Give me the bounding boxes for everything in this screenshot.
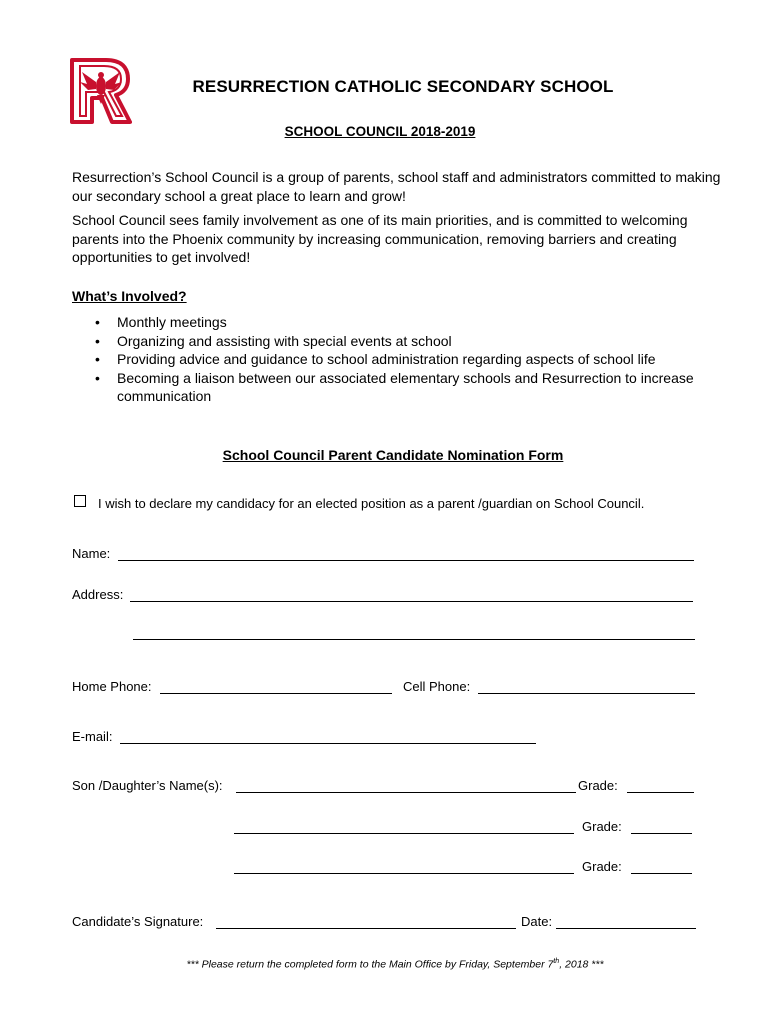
school-name-title: RESURRECTION CATHOLIC SECONDARY SCHOOL: [192, 77, 614, 96]
grade-label-3: Grade:: [582, 859, 622, 874]
home-phone-field[interactable]: [160, 693, 392, 694]
child-name-field-1[interactable]: [236, 792, 576, 793]
nomination-form-title: School Council Parent Candidate Nomination Form: [222, 447, 564, 463]
grade-label-1: Grade:: [578, 778, 618, 793]
grade-field-2[interactable]: [631, 833, 692, 834]
address-label: Address:: [72, 587, 124, 602]
child-name-field-2[interactable]: [234, 833, 574, 834]
intro-paragraph-2: School Council sees family involvement as one of its main priorities, and is committed to welcoming parents into the Phoenix community by increasing communication, removing barriers and creating opportunities to get involved!: [72, 212, 688, 265]
date-label: Date:: [521, 914, 553, 929]
intro-paragraph-1: Resurrection’s School Council is a group of parents, school staff and administrators committed to making our secondary school a great place to learn and grow!: [72, 169, 721, 204]
grade-label-2: Grade:: [582, 819, 622, 834]
address-field-line-2[interactable]: [133, 639, 695, 640]
email-field[interactable]: [120, 743, 536, 744]
cell-phone-label: Cell Phone:: [403, 679, 471, 694]
candidacy-declaration-text: I wish to declare my candidacy for an elected position as a parent /guardian on School Council.: [98, 496, 645, 511]
whats-involved-heading: What’s Involved?: [72, 288, 187, 304]
council-year-subtitle: SCHOOL COUNCIL 2018-2019: [284, 124, 476, 139]
list-item: • Becoming a liaison between our associated elementary schools and Resurrection to increase communication: [72, 369, 712, 406]
signature-field[interactable]: [216, 928, 516, 929]
involved-list: [72, 313, 712, 406]
name-field[interactable]: [118, 560, 694, 561]
list-item: • Organizing and assisting with special events at school: [72, 332, 712, 351]
list-item: • Providing advice and guidance to school administration regarding aspects of school life: [72, 350, 712, 369]
footer-text-end: , 2018 ***: [559, 958, 604, 971]
home-phone-label: Home Phone:: [72, 679, 152, 694]
list-item: • Monthly meetings: [72, 313, 712, 332]
signature-label: Candidate’s Signature:: [72, 914, 204, 929]
cell-phone-field[interactable]: [478, 693, 695, 694]
grade-field-1[interactable]: [627, 792, 694, 793]
candidacy-checkbox[interactable]: [74, 495, 86, 507]
children-names-label: Son /Daughter’s Name(s):: [72, 778, 223, 793]
footer-date-suffix: th: [553, 958, 560, 965]
date-field[interactable]: [556, 928, 696, 929]
name-label: Name:: [72, 546, 111, 561]
return-instructions: [0, 958, 770, 971]
email-label: E-mail:: [72, 729, 113, 744]
address-field-line-1[interactable]: [130, 601, 693, 602]
child-name-field-3[interactable]: [234, 873, 574, 874]
grade-field-3[interactable]: [631, 873, 692, 874]
footer-text-main: *** Please return the completed form to the Main Office by Friday, September 7: [186, 958, 554, 971]
